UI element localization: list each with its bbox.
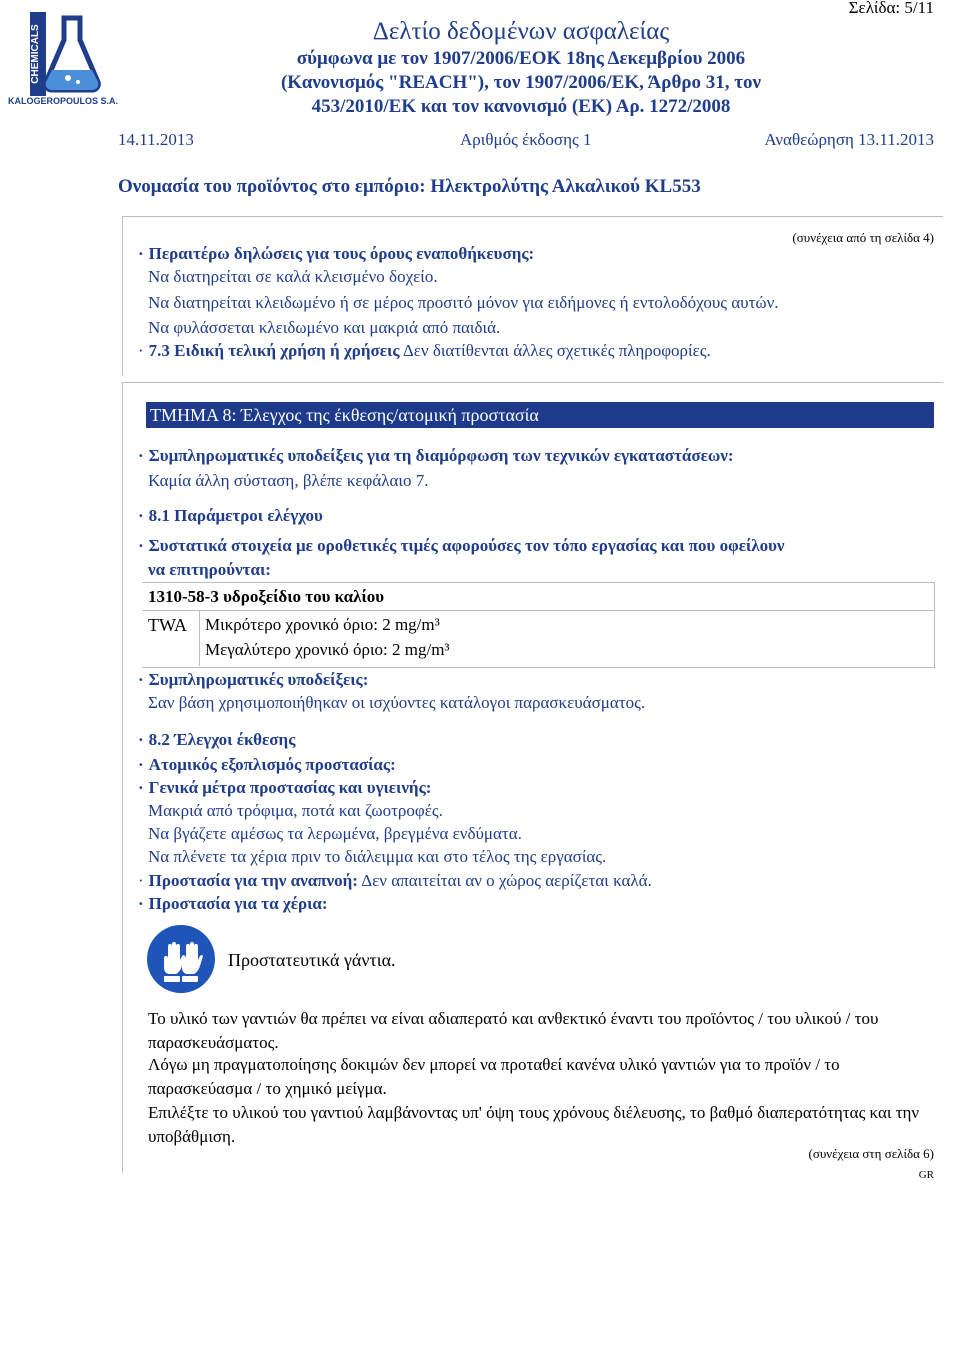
twa-column-divider xyxy=(199,611,200,666)
gloves-icon xyxy=(146,924,216,994)
section-7-3: · 7.3 Ειδική τελική χρήση ή χρήσεις Δεν διατίθενται άλλες σχετικές πληροφορίες. xyxy=(138,341,711,360)
hygiene-line: Να βγάζετε αμέσως τα λερωμένα, βρεγμένα ενδύματα. xyxy=(148,824,522,843)
logo-company-name: KALOGEROPOULOS S.A. xyxy=(8,96,119,106)
hand-protection-heading: · Προστασία για τα χέρια: xyxy=(138,894,328,913)
logo-text: CHEMICALS xyxy=(30,24,41,84)
hygiene-line: Μακριά από τρόφιμα, ποτά και ζωοτροφές. xyxy=(148,801,443,820)
ppe-heading: · Ατομικός εξοπλισμός προστασίας: xyxy=(138,755,396,774)
twa-long-term: Μεγαλύτερο χρονικό όριο: 2 mg/m³ xyxy=(205,640,450,659)
storage-heading: · Περαιτέρω δηλώσεις για τους όρους εναποθήκευσης: xyxy=(138,244,535,263)
regulation-line-1: σύμφωνα με τον 1907/2006/ΕΟΚ 18ης Δεκεμβρίου 2006 xyxy=(296,48,746,69)
components-heading-2: να επιτηρούνται: xyxy=(148,560,271,579)
revision-date: Αναθεώρηση 13.11.2013 xyxy=(764,130,934,149)
storage-line: Να διατηρείται σε καλά κλεισμένο δοχείο. xyxy=(148,267,438,286)
storage-line: Να φυλάσσεται κλειδωμένο και μακριά από παιδιά. xyxy=(148,318,501,337)
engineering-text: Καμία άλλη σύσταση, βλέπε κεφάλαιο 7. xyxy=(148,471,429,490)
page-number: Σελίδα: 5/11 xyxy=(848,0,934,17)
glove-material-paragraph: Επιλέξτε το υλικού του γαντιού λαμβάνοντας υπ' όψη τους χρόνους διέλευσης, το βαθμό διαπερατότητας και την υποβάθμιση. xyxy=(148,1103,920,1146)
components-heading: · Συστατικά στοιχεία με οροθετικές τιμές αφορούσες τον τόπο εργασίας και που οφείλουν xyxy=(138,536,785,555)
section-8-title: ΤΜΗΜΑ 8: Έλεγχος της έκθεσης/ατομική προστασία xyxy=(150,405,539,425)
twa-short-term: Μικρότερο χρονικό όριο: 2 mg/m³ xyxy=(205,615,440,634)
continued-to: (συνέχεια στη σελίδα 6) xyxy=(808,1146,934,1161)
section-8-1: · 8.1 Παράμετροι ελέγχου xyxy=(138,506,323,525)
engineering-heading: · Συμπληρωματικές υποδείξεις για τη διαμόρφωση των τεχνικών εγκαταστάσεων: xyxy=(138,446,734,465)
print-date: 14.11.2013 xyxy=(118,130,194,149)
language-code: GR xyxy=(918,1169,934,1181)
supplementary-text: Σαν βάση χρησιμοποιήθηκαν οι ισχύοντες κατάλογοι παρασκευάσματος. xyxy=(148,693,646,712)
gloves-caption: Προστατευτικά γάντια. xyxy=(228,950,396,970)
twa-label: TWA xyxy=(148,615,187,635)
glove-material-paragraph: Το υλικό των γαντιών θα πρέπει να είναι αδιαπερατό και ανθεκτικό έναντι του προϊόντος / του υλικού / του παρασκευάσματος. xyxy=(148,1009,879,1052)
document-title: Δελτίο δεδομένων ασφαλείας xyxy=(372,18,670,45)
regulation-line-2: (Κανονισμός "REACH"), τον 1907/2006/ΕΚ, Άρθρο 31, τον xyxy=(280,72,762,93)
regulation-line-3: 453/2010/ΕΚ και τον κανονισμό (ΕΚ) Αρ. 1272/2008 xyxy=(311,96,731,117)
section-8-title-bar xyxy=(146,402,934,428)
supplementary-heading: · Συμπληρωματικές υποδείξεις: xyxy=(138,670,369,689)
glove-material-paragraph: Λόγω μη πραγματοποίησης δοκιμών δεν μπορεί να προταθεί κανένα υλικό γαντιών για το προϊόν / το παρασκεύασμα / το χημικό μείγμα. xyxy=(148,1055,840,1098)
respiratory-protection: · Προστασία για την αναπνοή: Δεν απαιτείται αν ο χώρος αερίζεται καλά. xyxy=(138,871,652,890)
substance-name: 1310-58-3 υδροξείδιο του καλίου xyxy=(148,587,385,606)
section-8-2: · 8.2 Έλεγχοι έκθεσης xyxy=(138,730,296,749)
table-row-divider xyxy=(142,610,934,611)
hygiene-line: Να πλένετε τα χέρια πριν το διάλειμμα και στο τέλος της εργασίας. xyxy=(148,847,607,866)
storage-line: Να διατηρείται κλειδωμένο ή σε μέρος προσιτό μόνον για ειδήμονες ή εντολοδόχους αυτών. xyxy=(148,293,779,312)
hygiene-heading: · Γενικά μέτρα προστασίας και υγιεινής: xyxy=(138,778,432,797)
company-logo xyxy=(12,8,108,108)
continued-from: (συνέχεια από τη σελίδα 4) xyxy=(792,230,934,245)
version-number: Αριθμός έκδοσης 1 xyxy=(460,130,592,149)
product-name: Ονομασία του προϊόντος στο εμπόριο: Ηλεκτρολύτης Αλκαλικού KL553 xyxy=(118,176,701,197)
